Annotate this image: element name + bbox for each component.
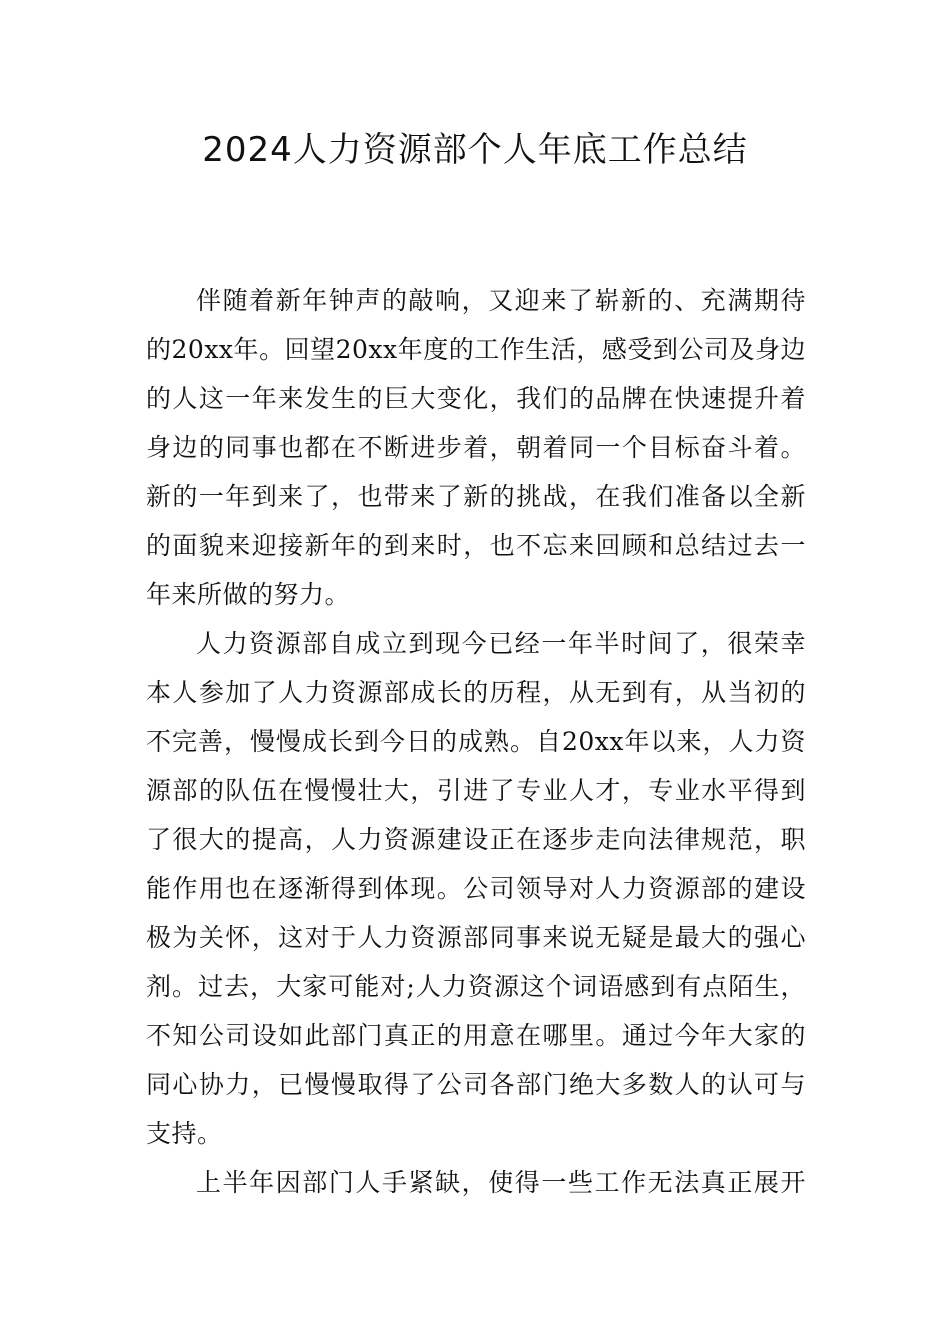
paragraph-2-line-10: 同心协力，已慢慢取得了公司各部门绝大多数人的认可与: [146, 1070, 806, 1099]
paragraph-2-line-7: 极为关怀，这对于人力资源部同事来说无疑是最大的强心: [146, 923, 806, 952]
paragraph-2-line-6: 能作用也在逐渐得到体现。公司领导对人力资源部的建设: [146, 874, 806, 903]
paragraph-3-line-1: 上半年因部门人手紧缺，使得一些工作无法真正展开: [196, 1168, 806, 1197]
paragraph-1-line-1: 伴随着新年钟声的敲响，又迎来了崭新的、充满期待: [196, 286, 806, 315]
paragraph-2-line-1: 人力资源部自成立到现今已经一年半时间了，很荣幸: [196, 629, 806, 658]
paragraph-2-line-8: 剂。过去，大家可能对;人力资源这个词语感到有点陌生，: [146, 972, 806, 1001]
paragraph-1-line-5: 新的一年到来了，也带来了新的挑战，在我们准备以全新: [146, 482, 806, 511]
paragraph-1-line-7: 年来所做的努力。: [146, 580, 351, 609]
document-body: [146, 276, 806, 1207]
paragraph-2-line-9: 不知公司设如此部门真正的用意在哪里。通过今年大家的: [146, 1021, 806, 1050]
paragraph-2-line-3: 不完善，慢慢成长到今日的成熟。自20xx年以来，人力资: [146, 727, 806, 756]
paragraph-2-line-5: 了很大的提高，人力资源建设正在逐步走向法律规范，职: [146, 825, 806, 854]
paragraph-2-line-4: 源部的队伍在慢慢壮大，引进了专业人才，专业水平得到: [146, 776, 806, 805]
paragraph-2-line-2: 本人参加了人力资源部成长的历程，从无到有，从当初的: [146, 678, 806, 707]
document-title: 2024人力资源部个人年底工作总结: [202, 130, 748, 170]
paragraph-2-line-11: 支持。: [146, 1119, 223, 1148]
paragraph-1-line-3: 的人这一年来发生的巨大变化，我们的品牌在快速提升着: [146, 384, 806, 413]
paragraph-1-line-4: 身边的同事也都在不断进步着，朝着同一个目标奋斗着。: [146, 433, 806, 462]
paragraph-1-line-2: 的20xx年。回望20xx年度的工作生活，感受到公司及身边: [146, 335, 806, 364]
paragraph-1-line-6: 的面貌来迎接新年的到来时，也不忘来回顾和总结过去一: [146, 531, 806, 560]
